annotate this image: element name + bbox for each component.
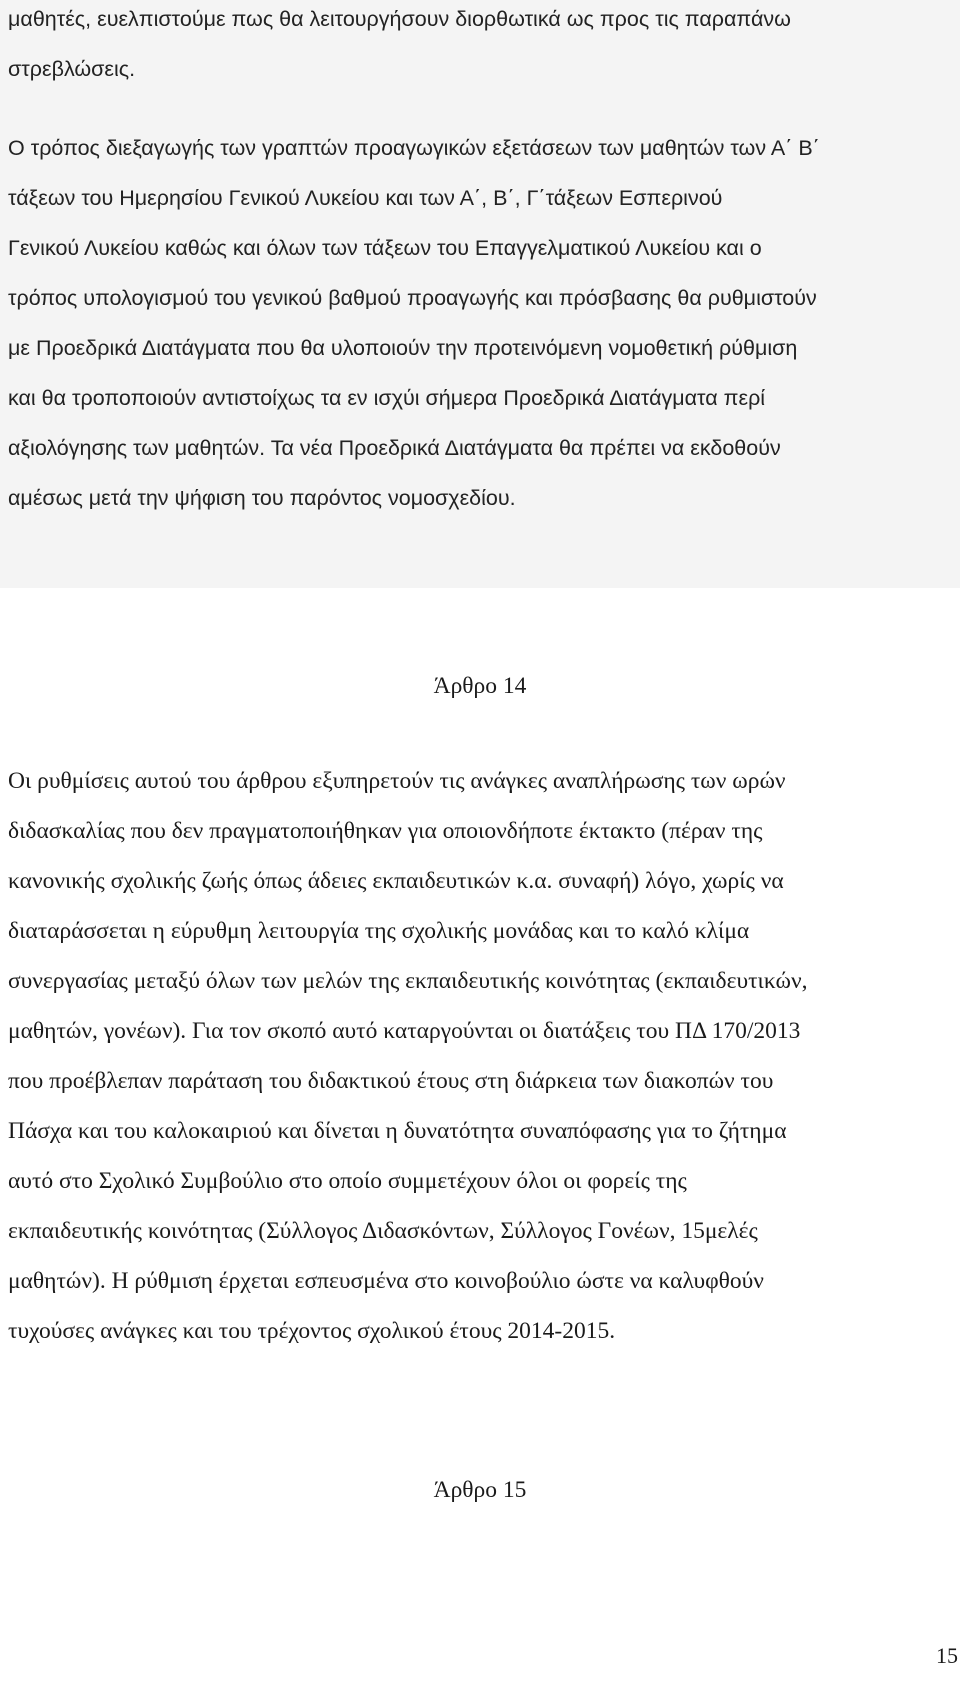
paragraph-line: και θα τροποποιούν αντιστοίχως τα εν ισχύι σήμερα Προεδρικά Διατάγματα περί [8,386,766,410]
paragraph-line: διδασκαλίας που δεν πραγματοποιήθηκαν για οποιονδήποτε έκτακτο (πέραν της [8,818,763,844]
paragraph-line: αμέσως μετά την ψήφιση του παρόντος νομοσχεδίου. [8,486,516,510]
paragraph-line: Πάσχα και του καλοκαιριού και δίνεται η δυνατότητα συναπόφασης για το ζήτημα [8,1118,787,1144]
paragraph-line: τάξεων του Ημερησίου Γενικού Λυκείου και των Α΄, Β΄, Γ΄τάξεων Εσπερινού [8,186,723,210]
paragraph-line: εκπαιδευτικής κοινότητας (Σύλλογος Διδασκόντων, Σύλλογος Γονέων, 15μελές [8,1218,758,1244]
paragraph-line: Ο τρόπος διεξαγωγής των γραπτών προαγωγικών εξετάσεων των μαθητών των Α΄ Β΄ [8,136,820,160]
exam-paragraph [8,123,948,523]
paragraph-line: διαταράσσεται η εύρυθμη λειτουργία της σχολικής μονάδας και το καλό κλίμα [8,918,750,944]
paragraph-line: μαθητές, ευελπιστούμε πως θα λειτουργήσουν διορθωτικά ως προς τις παραπάνω [8,7,791,31]
paragraph-line: Οι ρυθμίσεις αυτού του άρθρου εξυπηρετούν τις ανάγκες αναπλήρωσης των ωρών [8,768,786,794]
paragraph-line: με Προεδρικά Διατάγματα που θα υλοποιούν την προτεινόμενη νομοθετική ρύθμιση [8,336,798,360]
paragraph-line: αυτό στο Σχολικό Συμβούλιο στο οποίο συμμετέχουν όλοι οι φορείς της [8,1168,687,1194]
article-14-heading: Άρθρο 14 [433,673,527,699]
paragraph-line: στρεβλώσεις. [8,57,136,81]
paragraph-line: μαθητών, γονέων). Για τον σκοπό αυτό καταργούνται οι διατάξεις του ΠΔ 170/2013 [8,1018,801,1044]
page-number: 15 [936,1643,958,1668]
paragraph-line: τυχούσες ανάγκες και του τρέχοντος σχολικού έτους 2014-2015. [8,1318,616,1344]
article-15-heading: Άρθρο 15 [433,1477,527,1503]
paragraph-line: αξιολόγησης των μαθητών. Τα νέα Προεδρικά Διατάγματα θα πρέπει να εκδοθούν [8,436,781,460]
intro-paragraph [8,0,948,94]
paragraph-line: μαθητών). Η ρύθμιση έρχεται εσπευσμένα στο κοινοβούλιο ώστε να καλυφθούν [8,1268,764,1294]
paragraph-line: συνεργασίας μεταξύ όλων των μελών της εκπαιδευτικής κοινότητας (εκπαιδευτικών, [8,968,808,994]
paragraph-line: τρόπος υπολογισμού του γενικού βαθμού προαγωγής και πρόσβασης θα ρυθμιστούν [8,286,817,310]
paragraph-line: Γενικού Λυκείου καθώς και όλων των τάξεων του Επαγγελματικού Λυκείου και ο [8,236,762,260]
paragraph-line: κανονικής σχολικής ζωής όπως άδειες εκπαιδευτικών κ.α. συναφή) λόγο, χωρίς να [8,868,784,894]
paragraph-line: που προέβλεπαν παράταση του διδακτικού έτους στη διάρκεια των διακοπών του [8,1068,774,1094]
article-14-body [8,756,948,1356]
